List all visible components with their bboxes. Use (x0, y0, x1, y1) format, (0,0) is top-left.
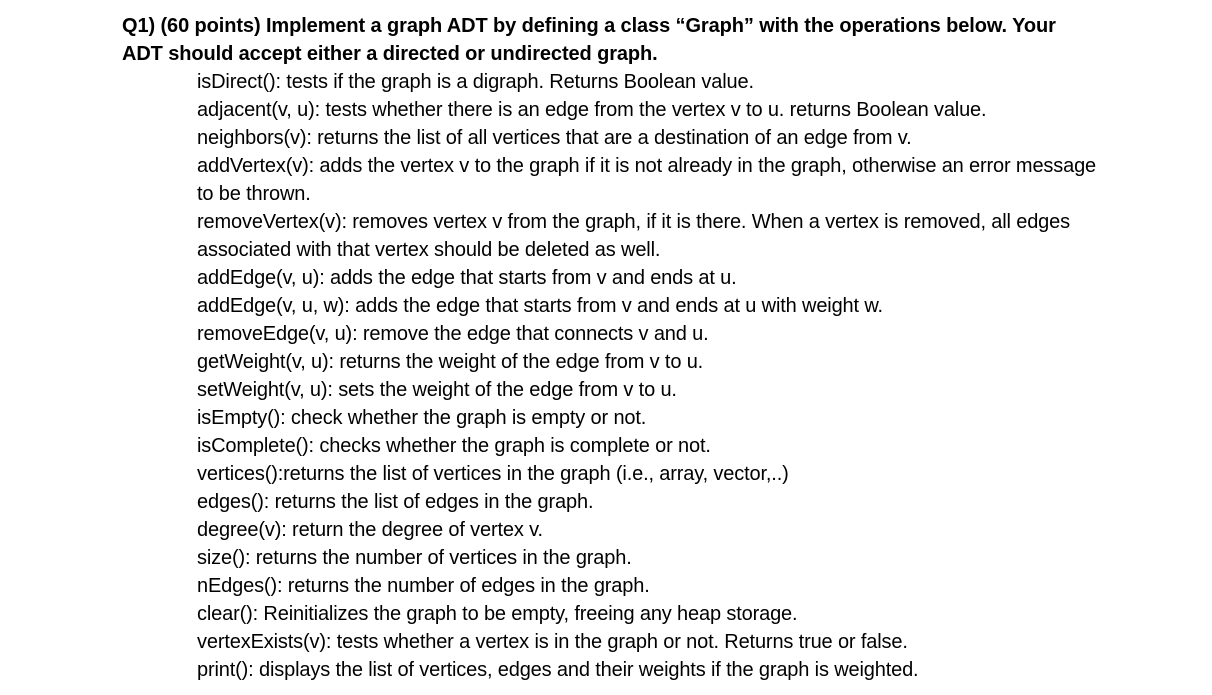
operation-removeedge: removeEdge(v, u): remove the edge that connects v and u. (197, 323, 709, 345)
operation-nedges: nEdges(): returns the number of edges in the graph. (197, 575, 650, 597)
operations-list (197, 68, 1097, 684)
operation-neighbors: neighbors(v): returns the list of all vertices that are a destination of an edge from v. (197, 127, 912, 149)
operation-print: print(): displays the list of vertices, edges and their weights if the graph is weighted. (197, 659, 919, 681)
operation-isempty: isEmpty(): check whether the graph is empty or not. (197, 407, 647, 429)
operation-vertexexists: vertexExists(v): tests whether a vertex is in the graph or not. Returns true or false. (197, 631, 908, 653)
operation-setweight: setWeight(v, u): sets the weight of the edge from v to u. (197, 379, 677, 401)
operation-addedge-weighted: addEdge(v, u, w): adds the edge that starts from v and ends at u with weight w. (197, 295, 883, 317)
operation-degree: degree(v): return the degree of vertex v. (197, 519, 543, 541)
operation-adjacent: adjacent(v, u): tests whether there is an edge from the vertex v to u. returns Boolean value. (197, 99, 987, 121)
operation-vertices: vertices():returns the list of vertices in the graph (i.e., array, vector,..) (197, 463, 789, 485)
operation-size: size(): returns the number of vertices in the graph. (197, 547, 632, 569)
operation-getweight: getWeight(v, u): returns the weight of the edge from v to u. (197, 351, 704, 373)
operation-addedge: addEdge(v, u): adds the edge that starts from v and ends at u. (197, 267, 737, 289)
operation-addvertex: addVertex(v): adds the vertex v to the graph if it is not already in the graph, otherwise an error message to be thrown. (197, 155, 1097, 205)
operation-iscomplete: isComplete(): checks whether the graph is complete or not. (197, 435, 711, 457)
operation-isdirect: isDirect(): tests if the graph is a digraph. Returns Boolean value. (197, 71, 754, 93)
operation-removevertex: removeVertex(v): removes vertex v from the graph, if it is there. When a vertex is removed, all edges associated with that vertex should be deleted as well. (197, 211, 1070, 261)
question-heading: Q1) (60 points) Implement a graph ADT by defining a class “Graph” with the operations below. Your ADT should accept either a directed or undirected graph. (122, 15, 1056, 65)
operation-clear: clear(): Reinitializes the graph to be empty, freeing any heap storage. (197, 603, 798, 625)
operation-edges: edges(): returns the list of edges in the graph. (197, 491, 594, 513)
